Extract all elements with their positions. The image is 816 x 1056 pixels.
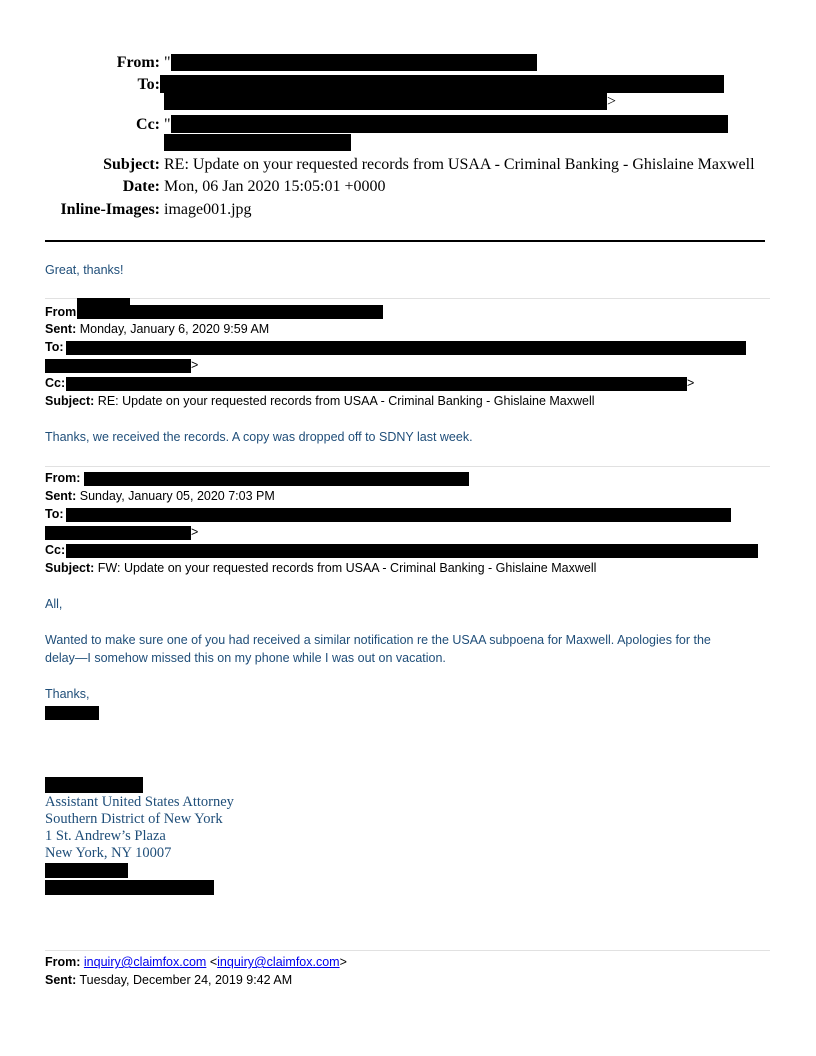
subject-label: Subject: [45,394,95,408]
redaction [66,544,758,558]
header-divider [45,240,765,242]
to-label: To: [45,340,64,354]
subject-value: RE: Update on your requested records from USAA - Criminal Banking - Ghislaine Maxwell [97,394,595,408]
redaction [45,526,191,540]
sent-label: Sent: [45,973,77,987]
message-divider [45,466,770,467]
redaction [66,341,746,355]
signature-title: Assistant United States Attorney [45,794,234,810]
signature-office: Southern District of New York [45,811,223,827]
from-value: " [164,54,171,71]
redaction [66,377,687,391]
sent-value: Sunday, January 05, 2020 7:03 PM [79,489,275,503]
body-line: Wanted to make sure one of you had received a similar notification re the USAA subpoena for Maxwell. Apologies for the [45,633,711,647]
message-divider [45,298,770,299]
subject-line [45,561,596,575]
to-tail: > [191,358,199,372]
from-label: From: [45,471,81,485]
subject-label: Subject: [45,561,95,575]
signoff: Thanks, [45,687,90,701]
bracket-close: > [339,955,347,969]
redaction [66,508,731,522]
redaction [171,115,728,133]
inline-images-label: Inline-Images: [60,201,160,218]
sent-value: Tuesday, December 24, 2019 9:42 AM [79,973,293,987]
subject-label: Subject: [103,156,160,173]
sent-value: Monday, January 6, 2020 9:59 AM [79,322,270,336]
cc-label: Cc: [45,543,66,557]
redaction [171,54,537,71]
cc-label: Cc: [136,116,160,133]
date-value: Mon, 06 Jan 2020 15:05:01 +0000 [164,178,386,195]
redaction [45,706,99,720]
to-tail: > [191,525,199,539]
message-divider [45,950,770,951]
redaction [45,777,143,793]
from-label: From: [45,955,81,969]
body-line: delay—I somehow missed this on my phone while I was out on vacation. [45,651,446,665]
redaction [164,134,351,151]
cc-label: Cc: [45,376,66,390]
to-tail: > [607,93,617,110]
sent-line [45,322,269,336]
redaction [84,472,469,486]
signature-address: New York, NY 10007 [45,845,172,861]
subject-line [45,394,595,408]
to-label: To: [137,76,160,93]
sent-label: Sent: [45,489,77,503]
redaction [77,305,383,319]
subject-value: FW: Update on your requested records from USAA - Criminal Banking - Ghislaine Maxwell [97,561,597,575]
date-label: Date: [122,178,160,195]
redaction [164,93,607,110]
cc-value: " [164,116,171,133]
cc-tail: > [687,376,695,390]
redaction [45,359,191,373]
greeting: All, [45,597,63,611]
redaction [45,863,128,878]
from-email-link[interactable]: inquiry@claimfox.com [83,955,207,969]
sent-line [45,973,292,987]
sent-line [45,489,275,503]
from-line [45,955,347,969]
to-label: To: [45,507,64,521]
from-label: From: [116,54,160,71]
message-body: Thanks, we received the records. A copy was dropped off to SDNY last week. [45,430,473,444]
inline-images-value: image001.jpg [164,201,252,218]
reply-body: Great, thanks! [45,263,124,277]
signature-address: 1 St. Andrew’s Plaza [45,828,166,844]
redaction [45,880,214,895]
bracket-open: < [209,955,218,969]
from-label: From [45,305,77,319]
subject-value: RE: Update on your requested records from USAA - Criminal Banking - Ghislaine Maxwell [164,156,755,173]
sent-label: Sent: [45,322,77,336]
from-email-link[interactable]: inquiry@claimfox.com [217,955,340,969]
redaction [160,75,724,93]
